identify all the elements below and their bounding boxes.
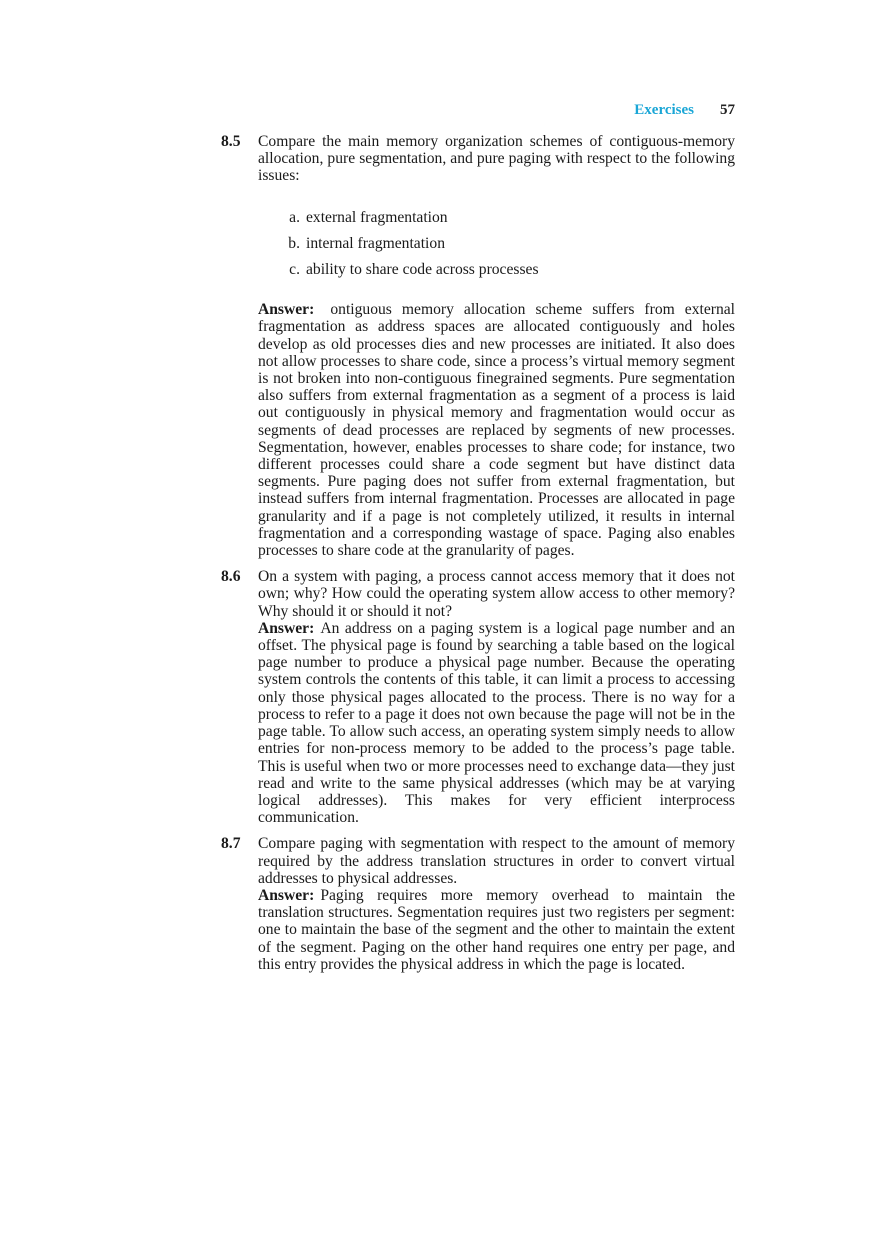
exercise-number: 8.6 bbox=[221, 568, 241, 586]
list-marker: a. bbox=[289, 208, 300, 226]
list-item-text: external fragmentation bbox=[306, 208, 448, 226]
exercise-8-6 bbox=[221, 568, 735, 826]
answer-label: Answer: bbox=[258, 619, 315, 637]
exercise-answer bbox=[258, 887, 735, 973]
list-item bbox=[280, 209, 735, 226]
list-item-text: ability to share code across processes bbox=[306, 261, 539, 279]
page-content bbox=[221, 133, 735, 982]
list-item bbox=[280, 261, 735, 278]
exercise-number: 8.7 bbox=[221, 835, 241, 853]
running-header bbox=[0, 100, 735, 120]
list-item-text: internal fragmentation bbox=[306, 234, 445, 252]
exercise-answer bbox=[258, 301, 735, 559]
answer-text: Paging requires more memory overhead to maintain the translation structures. Segmentation requires just two registers per segment: one to maintain the base of the segment and the other to maintain the extent of the segment. Paging on the other hand requires one entry per page, and this entry provides the physical address in which the page is located. bbox=[258, 886, 735, 973]
exercise-body bbox=[258, 568, 735, 826]
answer-text: An address on a paging system is a logical page number and an offset. The physical page is found by searching a table based on the logical page number to produce a physical page number. Because the operating system controls the contents of this table, it can limit a process to accessing only those physical pages allocated to the process. There is no way for a process to refer to a page it does not own because the page will not be in the page table. To allow such access, an operating system simply needs to allow entries for non-process memory to be added to the process’s page table. This is useful when two or more processes need to exchange data—they just read and write to the same physical addresses (which may be at varying logical addresses). This makes for very efficient interprocess communication. bbox=[258, 619, 735, 827]
list-marker: b. bbox=[288, 234, 300, 252]
exercise-body bbox=[258, 133, 735, 559]
exercise-body bbox=[258, 835, 735, 973]
list-item bbox=[280, 235, 735, 252]
exercise-question: Compare the main memory organization schemes of contiguous-memory allocation, pure segmentation, and pure paging with respect to the following issues: bbox=[258, 133, 735, 185]
page-number: 57 bbox=[720, 102, 735, 118]
answer-text: ontiguous memory allocation scheme suffers from external fragmentation as address spaces are allocated contiguously and holes develop as old processes dies and new processes are initiated. It also does not allow processes to share code, since a process’s virtual memory segment is not broken into non-contiguous finegrained segments. Pure segmentation also suffers from external fragmentation as a segment of a process is laid out contiguously in physical memory and fragmentation would occur as segments of dead processes are replaced by segments of new processes. Segmentation, however, enables processes to share code; for instance, two different processes could share a code segment but have distinct data segments. Pure paging does not suffer from external fragmentation, but instead suffers from internal fragmentation. Processes are allocated in page granularity and if a page is not completely utilized, it results in internal fragmentation and a corresponding wastage of space. Paging also enables processes to share code at the granularity of pages. bbox=[258, 301, 735, 560]
exercise-number: 8.5 bbox=[221, 133, 241, 150]
exercise-question: On a system with paging, a process cannot access memory that it does not own; why? How could the operating system allow access to other memory? Why should it or should it not? bbox=[258, 568, 735, 620]
issue-list bbox=[258, 209, 735, 279]
list-marker: c. bbox=[289, 261, 300, 279]
answer-label: Answer: bbox=[258, 886, 315, 904]
exercise-answer bbox=[258, 620, 735, 826]
exercise-question: Compare paging with segmentation with respect to the amount of memory required by the address translation structures in order to convert virtual addresses to physical addresses. bbox=[258, 835, 735, 887]
exercise-8-7 bbox=[221, 835, 735, 973]
answer-label: Answer: bbox=[258, 301, 315, 319]
exercise-8-5 bbox=[221, 133, 735, 559]
section-title: Exercises bbox=[634, 102, 694, 118]
